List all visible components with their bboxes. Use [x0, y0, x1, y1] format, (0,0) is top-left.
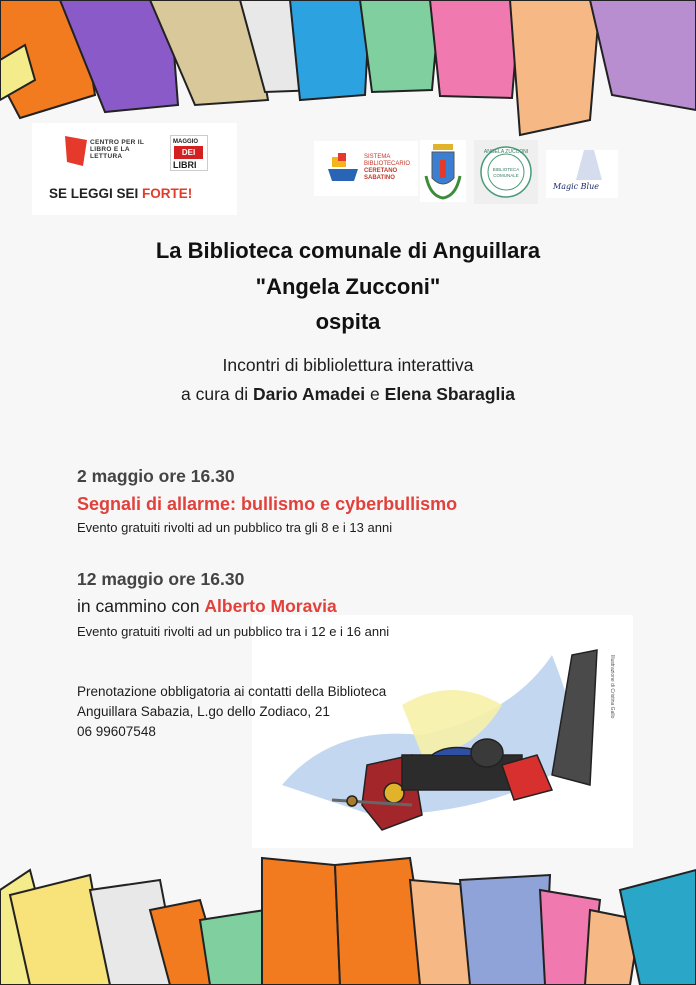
book-stack-icon: [328, 153, 358, 183]
magic-blue-logo: [546, 150, 618, 198]
anguillara-coat-of-arms-icon: [420, 140, 466, 202]
cepell-logo-panel: [32, 123, 237, 215]
event-1-date: 2 maggio ore 16.30: [77, 466, 235, 486]
sistema-line3: CERETANO: [364, 168, 398, 174]
heading-line-3: ospita: [315, 309, 381, 334]
sistema-line2: BIBLIOTECARIO: [364, 161, 411, 167]
sistema-line1: SISTEMA: [364, 154, 391, 160]
zucconi-inner-2: COMUNALE: [493, 173, 519, 178]
event-2-date: 12 maggio ore 16.30: [77, 569, 245, 589]
zucconi-inner-1: BIBLIOTECA: [492, 167, 520, 172]
curator-2: Elena Sbaraglia: [384, 384, 515, 404]
sistema-text: [364, 154, 410, 182]
contact-phone: 06 99607548: [77, 724, 156, 739]
intro-conj: e: [365, 384, 385, 404]
bottom-books-illustration: [0, 850, 696, 985]
magic-blue-text: Magic Blue: [553, 182, 599, 191]
sistema-bibliotecario-logo: [314, 141, 418, 196]
intro-line-1: Incontri di bibliolettura interattiva: [222, 355, 474, 375]
heading-line-1: La Biblioteca comunale di Anguillara: [155, 238, 541, 263]
intro-prefix: a cura di: [181, 384, 253, 404]
event-2-note: Evento gratuiti rivolti ad un pubblico tra i 12 e i 16 anni: [77, 624, 390, 639]
slogan-main: SE LEGGI SEI: [49, 186, 143, 201]
contact-line-1: Prenotazione obbligatoria ai contatti della Biblioteca: [77, 684, 387, 699]
slogan-accent: FORTE!: [142, 186, 193, 201]
libri-word: LIBRI: [173, 160, 197, 170]
cepell-logo-text: CENTRO PER IL LIBRO E LA LETTURA: [90, 139, 144, 160]
cepell-logo-icon: [65, 136, 87, 166]
zucconi-ring-text: ANGELA ZUCCONI: [483, 149, 529, 155]
intro-line-2: [0, 384, 696, 405]
sistema-line4: SABATINO: [364, 175, 395, 181]
curator-1: Dario Amadei: [253, 384, 366, 404]
event-2-title: [77, 596, 337, 617]
biblioteca-zucconi-logo: [474, 140, 538, 204]
contact-block: [77, 682, 386, 742]
heading-line-2: "Angela Zucconi": [255, 274, 441, 299]
contact-address: Anguillara Sabazia, L.go dello Zodiaco, 21: [77, 704, 330, 719]
event-1-note: Evento gratuiti rivolti ad un pubblico tra gli 8 e i 13 anni: [77, 520, 393, 535]
spotlight-icon: [574, 150, 604, 180]
slogan: [49, 186, 192, 201]
event-2-title-accent: Alberto Moravia: [204, 596, 337, 616]
illustration-credit: Illustrazione di Cristina Gallo: [609, 655, 615, 719]
maggio-word: MAGGIO: [173, 139, 198, 145]
event-1-title: Segnali di allarme: bullismo e cyberbullismo: [77, 494, 458, 514]
event-2-title-prefix: in cammino con: [77, 596, 205, 616]
maggio-dei-libri-logo: [170, 135, 208, 171]
dei-word: DEI: [174, 146, 203, 159]
